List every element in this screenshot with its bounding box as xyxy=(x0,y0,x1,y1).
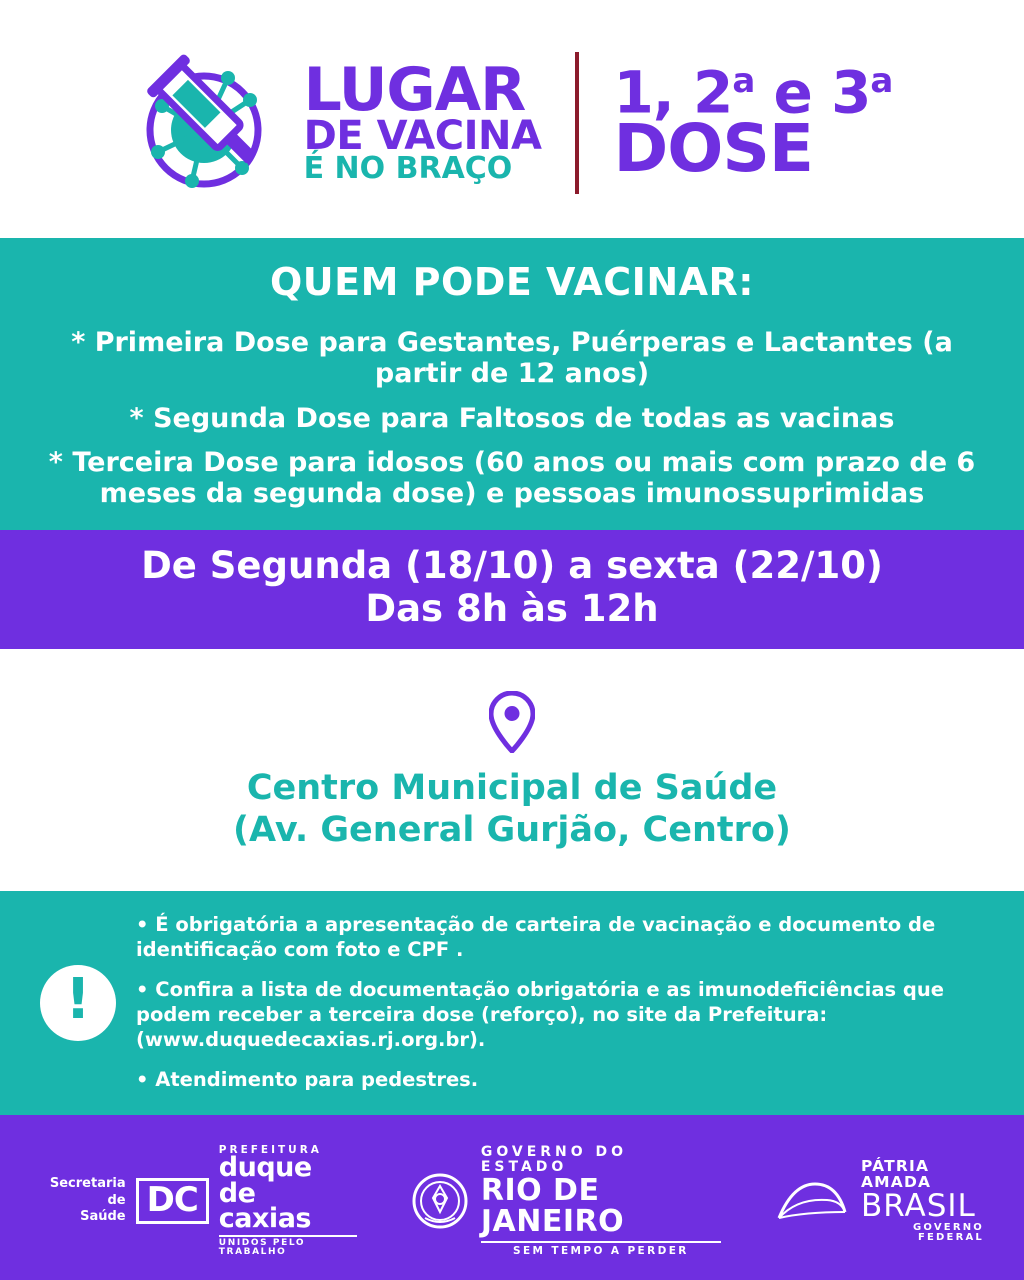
eligibility-title: QUEM PODE VACINAR: xyxy=(270,260,754,304)
prefeitura-slogan: UNIDOS PELO TRABALHO xyxy=(219,1235,357,1257)
requirement-item: • É obrigatória a apresentação de carteira de vacinação e documento de identificação com foto e CPF . xyxy=(136,913,936,962)
secretaria-de-saude-label xyxy=(40,1176,126,1225)
eligibility-item: * Terceira Dose para idosos (60 anos ou mais com prazo de 6 meses da segunda dose) e pessoas imunossuprimidas xyxy=(48,447,976,510)
dc-monogram: DC xyxy=(136,1178,209,1224)
logo-line-1: LUGAR xyxy=(303,55,526,126)
requirement-item: • Atendimento para pedestres. xyxy=(136,1067,479,1091)
rio-line-2: RIO DE JANEIRO xyxy=(480,1172,625,1240)
prefeitura-duque-de-caxias-logo xyxy=(40,1145,357,1257)
city-line-2: caxias xyxy=(218,1203,311,1235)
eligibility-item: * Segunda Dose para Faltosos de todas as vacinas xyxy=(129,402,895,434)
prefeitura-wordmark xyxy=(219,1145,357,1257)
brasil-line-3: GOVERNO FEDERAL xyxy=(913,1221,984,1244)
campaign-logo-text xyxy=(303,55,542,187)
poster-header xyxy=(0,0,1024,238)
rio-slogan: SEM TEMPO A PERDER xyxy=(481,1241,721,1257)
city-line-1: duque de xyxy=(218,1152,312,1209)
requirement-item: • Confira a lista de documentação obrigatória e as imunodeficiências que podem receber a terceira dose (reforço), no site da Prefeitura: (www.duquedecaxias.rj.org.br). xyxy=(136,978,944,1051)
dose-heading xyxy=(613,58,893,188)
secretaria-line-2: Saúde xyxy=(80,1208,126,1224)
logo-line-2: DE VACINA xyxy=(303,113,542,160)
governo-estado-rio-logo xyxy=(411,1145,721,1256)
exclamation-circle-icon: ! xyxy=(40,965,116,1041)
brasil-flag-swoosh-icon xyxy=(775,1178,849,1224)
location-name: Centro Municipal de Saúde xyxy=(246,768,778,809)
campaign-logo xyxy=(132,48,542,198)
brasil-line-2: BRASIL xyxy=(860,1188,976,1225)
schedule-days: De Segunda (18/10) a sexta (22/10) xyxy=(141,543,883,587)
requirements-list xyxy=(136,913,990,1093)
dose-heading-line-1: 1, 2$^a$ e 3$^a$ xyxy=(613,58,893,127)
prefeitura-kicker: PREFEITURA xyxy=(218,1143,322,1156)
rio-de-janeiro-crest-icon xyxy=(411,1172,469,1230)
rio-line-1: GOVERNO DO ESTADO xyxy=(480,1144,628,1175)
header-divider xyxy=(575,52,579,194)
secretaria-line-1: Secretaria de xyxy=(49,1176,126,1208)
brasil-wordmark xyxy=(861,1158,984,1244)
dose-heading-line-2: DOSE xyxy=(613,110,813,188)
governo-federal-brasil-logo xyxy=(775,1158,984,1244)
poster-footer xyxy=(0,1115,1024,1280)
location-section xyxy=(0,649,1024,891)
logo-line-3: É NO BRAÇO xyxy=(303,151,513,187)
eligibility-item: * Primeira Dose para Gestantes, Puérperas e Lactantes (a partir de 12 anos) xyxy=(71,327,953,389)
syringe-virus-icon xyxy=(132,48,290,198)
brasil-line-1: PÁTRIA AMADA xyxy=(860,1156,932,1192)
requirements-section xyxy=(0,891,1024,1115)
schedule-section xyxy=(0,530,1024,649)
eligibility-section xyxy=(0,238,1024,530)
location-address: (Av. General Gurjão, Centro) xyxy=(233,810,791,851)
rio-wordmark xyxy=(481,1145,721,1256)
schedule-hours: Das 8h às 12h xyxy=(365,587,659,631)
map-pin-icon xyxy=(489,691,535,753)
